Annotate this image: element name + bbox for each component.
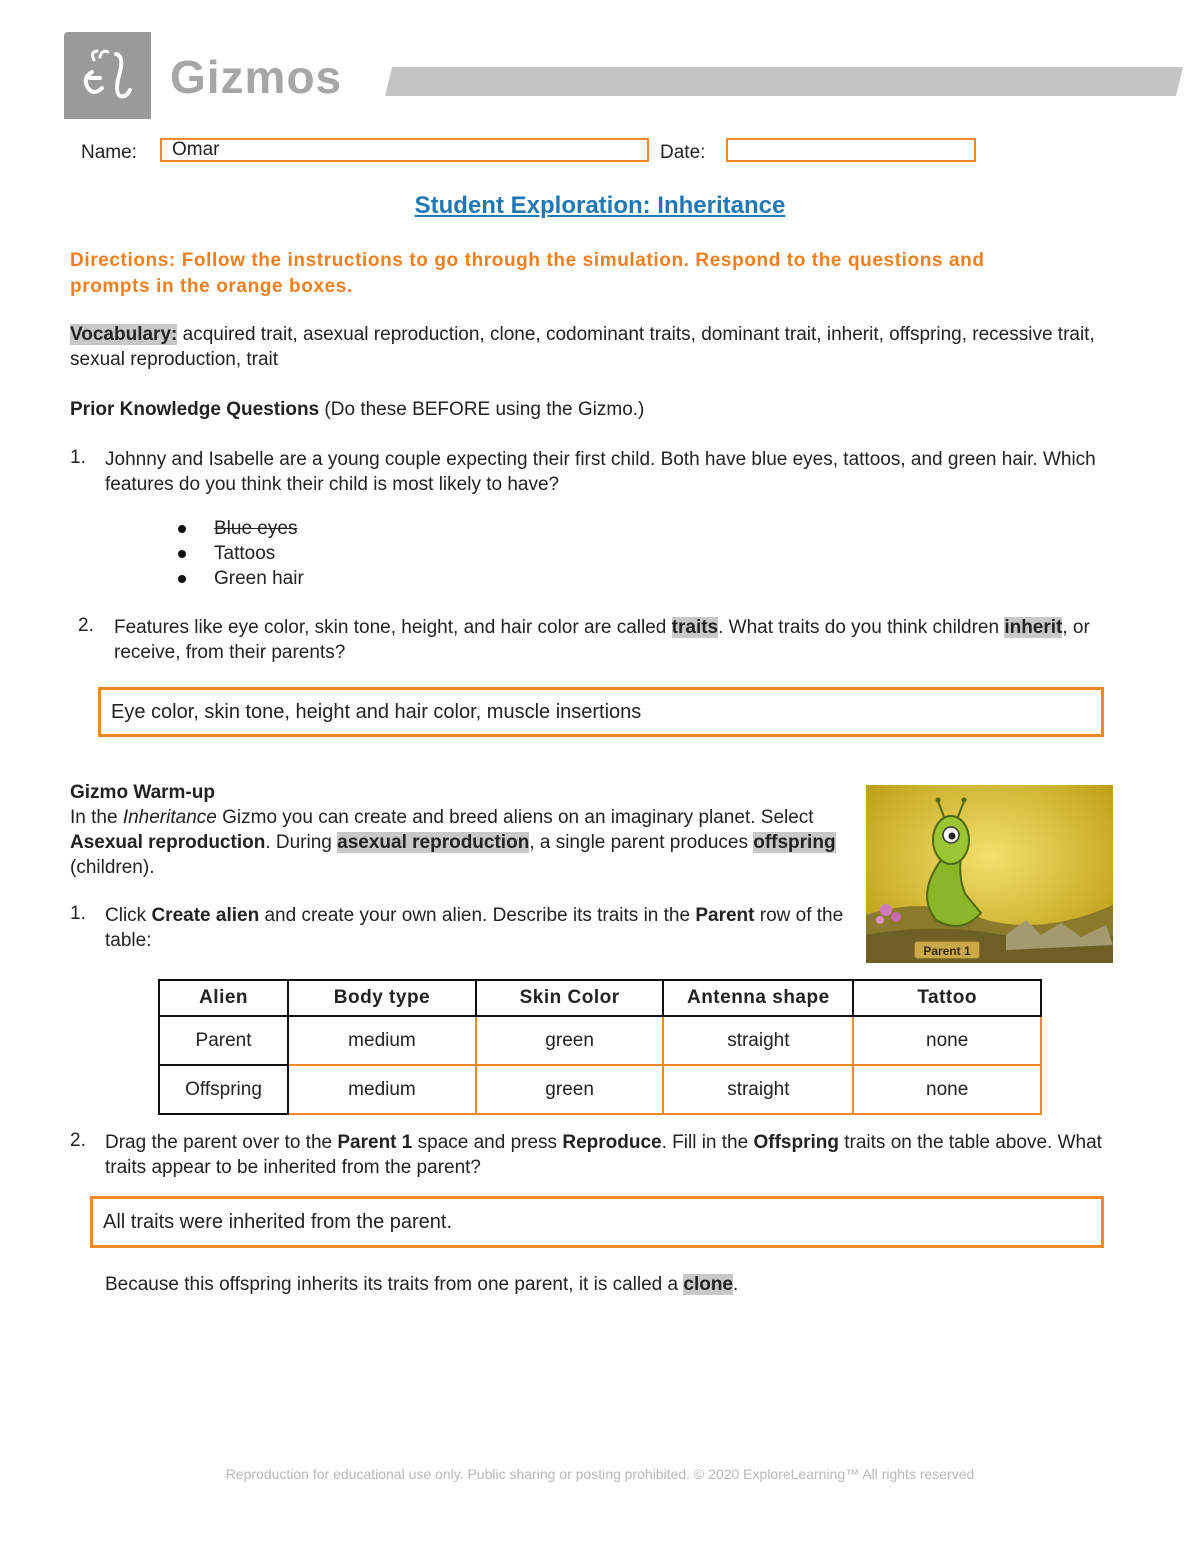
- table-row: [159, 1065, 1041, 1114]
- term-inherit: inherit: [1004, 617, 1063, 638]
- prior-q1-text: Johnny and Isabelle are a young couple expecting their first child. Both have blue eyes, tattoos, and green hair. Which features do you think their child is most likely to have?: [105, 449, 1096, 495]
- list-item: Blue eyes: [178, 516, 304, 541]
- term-clone: clone: [683, 1274, 733, 1295]
- alien-gizmo-image: [866, 785, 1113, 963]
- column-header-body-type: Body type: [288, 980, 476, 1016]
- warmup-q2-answer-box[interactable]: All traits were inherited from the parent.: [90, 1196, 1104, 1248]
- row-header-parent: Parent: [159, 1016, 288, 1065]
- clone-sentence: Because this offspring inherits its traits from one parent, it is called a clone.: [105, 1274, 739, 1295]
- reproduce-term: Reproduce: [562, 1132, 662, 1153]
- term-offspring: offspring: [753, 832, 836, 853]
- prior-q1-number: 1.: [70, 447, 86, 468]
- brand-wordmark: Gizmos: [170, 51, 343, 103]
- table-cell[interactable]: straight: [663, 1016, 853, 1065]
- bullet-icon: [178, 575, 186, 583]
- directions-text: Directions: Follow the instructions to go through the simulation. Respond to the questions and prompts in the orange boxes.: [70, 250, 985, 297]
- parent-1-label: Parent 1: [923, 944, 971, 958]
- bullet-icon: [178, 525, 186, 533]
- column-header-skin-color: Skin Color: [476, 980, 664, 1016]
- prior-q1-bullet-list: [178, 516, 304, 591]
- warmup-q2-number: 2.: [70, 1130, 86, 1151]
- prior-heading-text: Prior Knowledge Questions: [70, 399, 320, 420]
- vocabulary-paragraph: [70, 322, 1130, 372]
- table-cell[interactable]: medium: [288, 1016, 476, 1065]
- table-header-row: [159, 980, 1041, 1016]
- explorelearning-logo: [64, 32, 151, 119]
- list-item: Tattoos: [178, 541, 304, 566]
- table-cell[interactable]: none: [853, 1016, 1041, 1065]
- page-title: Student Exploration: Inheritance: [414, 192, 786, 219]
- alien-traits-table: [158, 979, 1042, 1115]
- warmup-heading: Gizmo Warm-up: [70, 782, 215, 803]
- term-traits: traits: [671, 617, 719, 638]
- date-field[interactable]: [726, 138, 976, 162]
- table-cell[interactable]: green: [476, 1065, 664, 1114]
- vocabulary-label: Vocabulary:: [70, 324, 178, 345]
- copyright-footer: Reproduction for educational use only. Public sharing or posting prohibited. © 2020 ExploreLearning™ All rights reserved: [225, 1466, 975, 1482]
- term-asexual-reproduction-option: Asexual reproduction: [70, 832, 266, 853]
- warmup-q1-number: 1.: [70, 903, 86, 924]
- name-field[interactable]: Omar: [160, 138, 649, 162]
- table-cell[interactable]: green: [476, 1016, 664, 1065]
- table-cell[interactable]: medium: [288, 1065, 476, 1114]
- prior-q2-number: 2.: [78, 615, 94, 636]
- vocabulary-list: acquired trait, asexual reproduction, clone, codominant traits, dominant trait, inherit, offspring, recessive trait, sexual reproduction, trait: [70, 324, 1095, 370]
- create-alien-term: Create alien: [151, 905, 260, 926]
- column-header-alien: Alien: [159, 980, 288, 1016]
- warmup-q2-text: Drag the parent over to the Parent 1 space and press Reproduce. Fill in the Offspring traits on the table above. What traits appear to be inherited from the parent?: [105, 1132, 1102, 1178]
- column-header-antenna-shape: Antenna shape: [663, 980, 853, 1016]
- warmup-intro: Gizmo Warm-up In the Inheritance Gizmo you can create and breed aliens on an imaginary planet. Select Asexual reproduction. During asexual reproduction, a single parent produces offspring (children).: [70, 782, 836, 878]
- prior-q2-text: Features like eye color, skin tone, height, and hair color are called traits. What traits do you think children inherit, or receive, from their parents?: [114, 617, 1090, 663]
- row-header-offspring: Offspring: [159, 1065, 288, 1114]
- date-label: Date:: [660, 142, 706, 163]
- table-cell[interactable]: straight: [663, 1065, 853, 1114]
- prior-q2-answer-box[interactable]: Eye color, skin tone, height and hair color, muscle insertions: [98, 687, 1104, 737]
- table-cell[interactable]: none: [853, 1065, 1041, 1114]
- prior-knowledge-heading: [70, 397, 1130, 422]
- prior-heading-note: (Do these BEFORE using the Gizmo.): [319, 399, 645, 420]
- bullet-icon: [178, 550, 186, 558]
- column-header-tattoo: Tattoo: [853, 980, 1041, 1016]
- term-asexual-reproduction: asexual reproduction: [337, 832, 530, 853]
- name-label: Name:: [81, 142, 137, 163]
- explorelearning-logo-icon: [64, 32, 151, 119]
- list-item: Green hair: [178, 566, 304, 591]
- warmup-q1-text: Click Create alien and create your own alien. Describe its traits in the Parent row of the table:: [105, 905, 844, 951]
- table-row: [159, 1016, 1041, 1065]
